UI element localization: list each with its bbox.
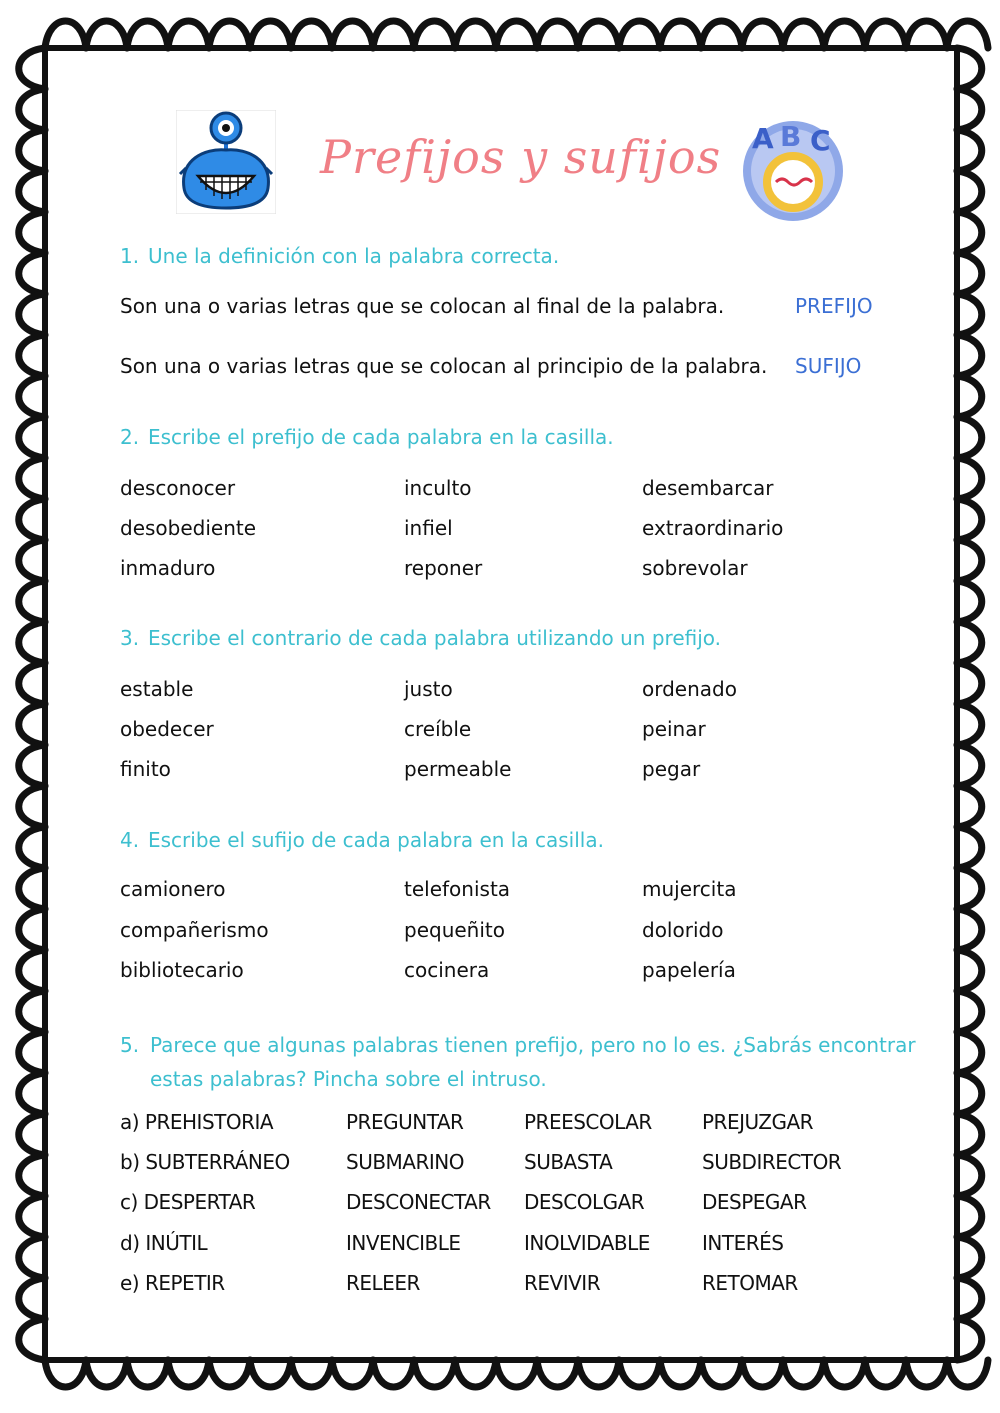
- choice-word[interactable]: SUBDIRECTOR: [702, 1150, 842, 1174]
- exercise-5-text: Parece que algunas palabras tienen prefijo, pero no lo es. ¿Sabrás encontrar estas palabras? Pincha sobre el intruso.: [150, 1033, 916, 1091]
- exercise-4-text: Escribe el sufijo de cada palabra en la casilla.: [148, 828, 604, 852]
- choice-word[interactable]: PREJUZGAR: [702, 1110, 814, 1134]
- exercise-3-number: 3.: [120, 626, 140, 650]
- frame-scallop: [19, 827, 45, 868]
- frame-scallop: [906, 21, 947, 48]
- frame-scallop: [865, 1360, 906, 1387]
- frame-scallop: [957, 1032, 982, 1073]
- exercise-2-text: Escribe el prefijo de cada palabra en la casilla.: [148, 425, 614, 449]
- frame-scallop: [19, 89, 45, 130]
- choice-word[interactable]: b) SUBTERRÁNEO: [120, 1150, 290, 1174]
- page-title: Prefijos y sufijos: [320, 130, 722, 184]
- word-item: bibliotecario: [120, 958, 244, 982]
- frame-scallop: [957, 1155, 982, 1196]
- frame-scallop: [19, 1196, 45, 1237]
- word-item: desembarcar: [642, 476, 774, 500]
- choice-word[interactable]: PREESCOLAR: [524, 1110, 652, 1134]
- frame-scallop: [957, 253, 982, 294]
- frame-scallop: [19, 1032, 45, 1073]
- frame-scallop: [957, 622, 982, 663]
- frame-scallop: [957, 704, 982, 745]
- frame-scallop: [86, 1360, 127, 1387]
- choice-word[interactable]: a) PREHISTORIA: [120, 1110, 274, 1134]
- frame-scallop: [742, 1360, 783, 1387]
- choice-word[interactable]: e) REPETIR: [120, 1271, 225, 1295]
- word-item: infiel: [404, 516, 453, 540]
- frame-scallop: [957, 868, 982, 909]
- frame-scallop: [332, 21, 373, 48]
- word-item: papelería: [642, 958, 736, 982]
- frame-scallop: [947, 21, 988, 48]
- frame-scallop: [701, 21, 742, 48]
- frame-scallop: [619, 21, 660, 48]
- choice-word[interactable]: RETOMAR: [702, 1271, 798, 1295]
- frame-scallop: [414, 1360, 455, 1387]
- frame-scallop: [537, 1360, 578, 1387]
- frame-scallop: [957, 540, 982, 581]
- frame-scallop: [19, 581, 45, 622]
- word-item: permeable: [404, 757, 512, 781]
- option-prefijo[interactable]: PREFIJO: [795, 294, 873, 318]
- frame-scallop: [824, 21, 865, 48]
- frame-scallop: [957, 745, 982, 786]
- frame-scallop: [19, 868, 45, 909]
- exercise-4-instruction: [120, 828, 604, 852]
- exercise-5-instruction: [120, 1028, 940, 1096]
- frame-scallop: [957, 417, 982, 458]
- frame-scallop: [209, 21, 250, 48]
- frame-scallop: [957, 458, 982, 499]
- frame-scallop: [19, 335, 45, 376]
- frame-scallop: [19, 1073, 45, 1114]
- word-item: compañerismo: [120, 918, 269, 942]
- exercise-3-text: Escribe el contrario de cada palabra utilizando un prefijo.: [148, 626, 722, 650]
- word-item: sobrevolar: [642, 556, 748, 580]
- frame-scallop: [19, 991, 45, 1032]
- frame-scallop: [19, 663, 45, 704]
- frame-scallop: [19, 171, 45, 212]
- frame-scallop: [957, 1073, 982, 1114]
- exercise-1-instruction: [120, 244, 559, 268]
- frame-scallop: [957, 89, 982, 130]
- exercise-1-number: 1.: [120, 244, 140, 268]
- frame-scallop: [957, 1319, 982, 1360]
- frame-scallop: [19, 253, 45, 294]
- choice-word[interactable]: INVENCIBLE: [346, 1231, 461, 1255]
- frame-scallop: [45, 1360, 86, 1387]
- word-item: mujercita: [642, 877, 737, 901]
- choice-word[interactable]: SUBMARINO: [346, 1150, 464, 1174]
- choice-word[interactable]: DESCONECTAR: [346, 1190, 491, 1214]
- exercise-2-number: 2.: [120, 425, 140, 449]
- word-item: camionero: [120, 877, 226, 901]
- word-item: estable: [120, 677, 194, 701]
- frame-scallop: [783, 21, 824, 48]
- choice-word[interactable]: DESCOLGAR: [524, 1190, 645, 1214]
- frame-scallop: [957, 171, 982, 212]
- frame-scallop: [19, 950, 45, 991]
- frame-scallop: [127, 1360, 168, 1387]
- frame-scallop: [168, 21, 209, 48]
- word-item: justo: [404, 677, 453, 701]
- exercise-1-text: Une la definición con la palabra correcta.: [148, 244, 560, 268]
- frame-scallop: [19, 1114, 45, 1155]
- frame-scallop: [957, 663, 982, 704]
- frame-scallop: [957, 1237, 982, 1278]
- frame-scallop: [957, 212, 982, 253]
- abc-badge-icon: [738, 116, 848, 226]
- frame-scallop: [578, 21, 619, 48]
- exercise-2-instruction: [120, 425, 614, 449]
- frame-scallop: [19, 48, 45, 89]
- frame-scallop: [19, 909, 45, 950]
- frame-scallop: [906, 1360, 947, 1387]
- frame-scallop: [45, 21, 86, 48]
- choice-word[interactable]: INOLVIDABLE: [524, 1231, 650, 1255]
- word-item: telefonista: [404, 877, 511, 901]
- frame-scallop: [957, 950, 982, 991]
- frame-scallop: [957, 1278, 982, 1319]
- frame-scallop: [291, 1360, 332, 1387]
- frame-scallop: [957, 786, 982, 827]
- word-item: ordenado: [642, 677, 737, 701]
- frame-scallop: [332, 1360, 373, 1387]
- frame-scallop: [957, 48, 982, 89]
- frame-scallop: [19, 499, 45, 540]
- definition-2[interactable]: Son una o varias letras que se colocan al principio de la palabra.: [120, 354, 768, 378]
- frame-scallop: [947, 1360, 988, 1387]
- frame-scallop: [19, 1237, 45, 1278]
- frame-scallop: [127, 21, 168, 48]
- frame-scallop: [373, 21, 414, 48]
- frame-scallop: [19, 458, 45, 499]
- frame-scallop: [957, 991, 982, 1032]
- word-item: pegar: [642, 757, 701, 781]
- frame-scallop: [957, 294, 982, 335]
- frame-scallop: [957, 130, 982, 171]
- frame-scallop: [19, 130, 45, 171]
- svg-text:A: A: [752, 122, 774, 155]
- frame-scallop: [19, 294, 45, 335]
- choice-word[interactable]: d) INÚTIL: [120, 1231, 208, 1255]
- word-item: inmaduro: [120, 556, 216, 580]
- exercise-3-instruction: [120, 626, 721, 650]
- frame-scallop: [19, 417, 45, 458]
- frame-scallop: [578, 1360, 619, 1387]
- frame-scallop: [537, 21, 578, 48]
- frame-scallop: [957, 909, 982, 950]
- frame-scallop: [496, 21, 537, 48]
- choice-word[interactable]: c) DESPERTAR: [120, 1190, 256, 1214]
- frame-scallop: [742, 21, 783, 48]
- frame-scallop: [957, 581, 982, 622]
- word-item: desconocer: [120, 476, 236, 500]
- frame-scallop: [455, 1360, 496, 1387]
- frame-scallop: [19, 786, 45, 827]
- frame-scallop: [496, 1360, 537, 1387]
- frame-scallop: [291, 21, 332, 48]
- frame-scallop: [19, 1319, 45, 1360]
- frame-scallop: [86, 21, 127, 48]
- word-item: desobediente: [120, 516, 257, 540]
- choice-word[interactable]: DESPEGAR: [702, 1190, 807, 1214]
- frame-scallop: [957, 1196, 982, 1237]
- frame-scallop: [373, 1360, 414, 1387]
- word-item: finito: [120, 757, 171, 781]
- exercise-4-number: 4.: [120, 828, 140, 852]
- frame-scallop: [865, 21, 906, 48]
- word-item: cocinera: [404, 958, 490, 982]
- frame-scallop: [19, 622, 45, 663]
- frame-scallop: [957, 499, 982, 540]
- word-item: extraordinario: [642, 516, 784, 540]
- svg-text:B: B: [780, 120, 802, 153]
- option-sufijo[interactable]: SUFIJO: [795, 354, 862, 378]
- frame-scallop: [19, 212, 45, 253]
- frame-scallop: [168, 1360, 209, 1387]
- frame-scallop: [957, 1114, 982, 1155]
- choice-word[interactable]: SUBASTA: [524, 1150, 613, 1174]
- word-item: dolorido: [642, 918, 724, 942]
- word-item: creíble: [404, 717, 472, 741]
- word-item: peinar: [642, 717, 706, 741]
- frame-scallop: [957, 827, 982, 868]
- frame-scallop: [19, 1155, 45, 1196]
- svg-text:C: C: [810, 124, 831, 157]
- frame-scallop: [619, 1360, 660, 1387]
- frame-scallop: [250, 1360, 291, 1387]
- frame-scallop: [701, 1360, 742, 1387]
- monster-icon: [176, 110, 276, 214]
- frame-scallop: [19, 704, 45, 745]
- frame-scallop: [957, 376, 982, 417]
- choice-word[interactable]: INTERÉS: [702, 1231, 784, 1255]
- frame-scallop: [660, 21, 701, 48]
- frame-scallop: [660, 1360, 701, 1387]
- frame-scallop: [957, 335, 982, 376]
- frame-scallop: [19, 745, 45, 786]
- choice-word[interactable]: REVIVIR: [524, 1271, 601, 1295]
- choice-word[interactable]: PREGUNTAR: [346, 1110, 464, 1134]
- frame-scallop: [824, 1360, 865, 1387]
- frame-scallop: [250, 21, 291, 48]
- word-item: inculto: [404, 476, 472, 500]
- frame-scallop: [19, 376, 45, 417]
- word-item: reponer: [404, 556, 483, 580]
- word-item: pequeñito: [404, 918, 505, 942]
- frame-scallop: [19, 1278, 45, 1319]
- frame-scallop: [209, 1360, 250, 1387]
- frame-scallop: [414, 21, 455, 48]
- word-item: obedecer: [120, 717, 214, 741]
- choice-word[interactable]: RELEER: [346, 1271, 420, 1295]
- frame-scallop: [783, 1360, 824, 1387]
- definition-1[interactable]: Son una o varias letras que se colocan al final de la palabra.: [120, 294, 725, 318]
- exercise-5-number: 5.: [120, 1033, 140, 1057]
- frame-scallop: [19, 540, 45, 581]
- frame-scallop: [455, 21, 496, 48]
